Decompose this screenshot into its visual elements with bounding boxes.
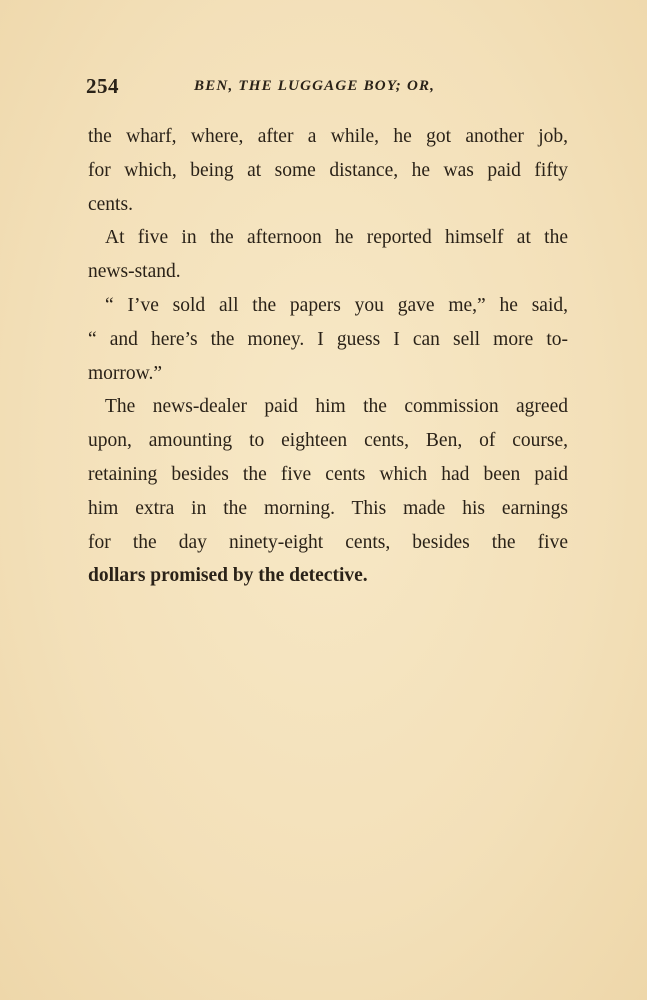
running-head: BEN, THE LUGGAGE BOY; OR, xyxy=(194,78,436,94)
text-line: dollars promised by the detective. xyxy=(88,565,368,587)
text-line: upon, amounting to eighteen cents, Ben, of course, xyxy=(88,430,568,452)
page-number: 254 xyxy=(86,74,119,98)
page-header xyxy=(86,74,570,104)
text-line: the wharf, where, after a while, he got another job, xyxy=(88,126,568,147)
text-line: for the day ninety-eight cents, besides the five xyxy=(88,531,568,553)
text-line: retaining besides the five cents which had been paid xyxy=(88,463,568,485)
text-line: “ and here’s the money. I guess I can sell more to- xyxy=(88,328,568,350)
text-line: him extra in the morning. This made his earnings xyxy=(88,497,568,519)
text-line: cents. xyxy=(88,193,133,215)
text-line: news-stand. xyxy=(88,261,181,283)
body-text xyxy=(88,120,568,593)
text-line: morrow.” xyxy=(88,362,163,384)
text-line: At five in the afternoon he reported himself at the xyxy=(105,227,568,249)
text-line: The news-dealer paid him the commission agreed xyxy=(105,396,568,418)
text-line: “ I’ve sold all the papers you gave me,” he said, xyxy=(105,294,568,316)
text-line: for which, being at some distance, he was paid fifty xyxy=(88,159,568,181)
